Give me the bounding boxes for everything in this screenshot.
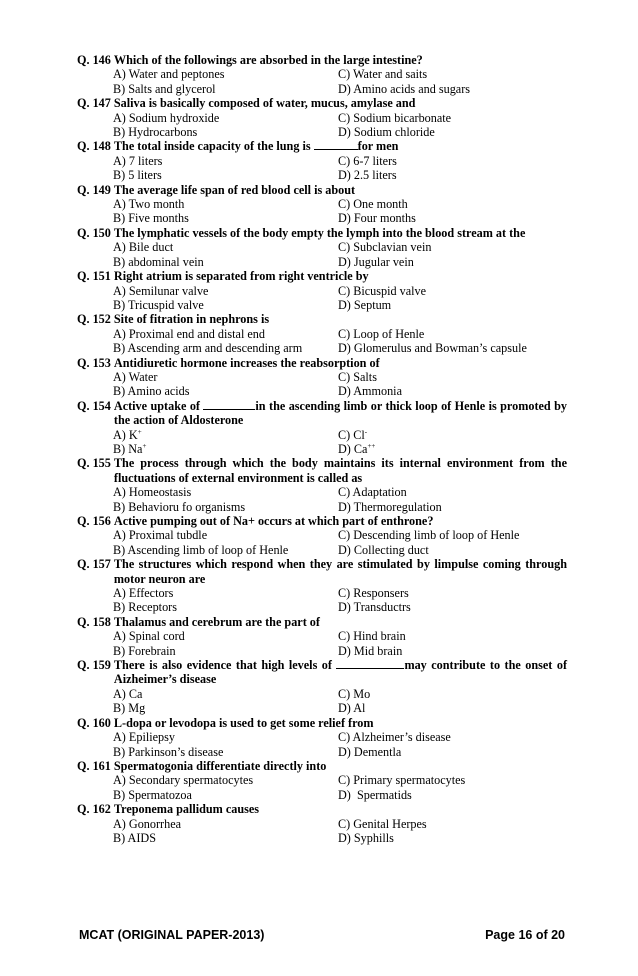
option-c-text: C) Cl bbox=[338, 427, 365, 442]
question-text-before: The total inside capacity of the lung is bbox=[113, 139, 314, 154]
question-text: The lymphatic vessels of the body empty the lymph into the blood stream at the bbox=[113, 225, 526, 240]
option-c: C) One month bbox=[338, 197, 408, 212]
question-number: Q. 154 bbox=[77, 398, 111, 413]
option-c: C) Primary spermatocytes bbox=[338, 773, 466, 788]
option-a: A) Spinal cord bbox=[113, 629, 185, 644]
question-text: Antidiuretic hormone increases the reabsorption of bbox=[113, 355, 380, 370]
question-text: Treponema pallidum causes bbox=[113, 802, 260, 817]
question-number: Q. 157 bbox=[77, 557, 111, 572]
footer-paper-title: MCAT (ORIGINAL PAPER-2013) bbox=[79, 928, 265, 942]
option-c: C) Responsers bbox=[338, 586, 409, 601]
option-b: B) Forebrain bbox=[113, 643, 176, 658]
question-text-before: Active uptake of bbox=[113, 398, 204, 413]
question-147 bbox=[77, 96, 567, 139]
question-text: Spermatogonia differentiate directly into bbox=[113, 758, 327, 773]
option-d: D) Thermoregulation bbox=[338, 499, 442, 514]
question-156 bbox=[77, 514, 567, 557]
question-number: Q. 148 bbox=[77, 139, 111, 154]
option-b: B) abdominal vein bbox=[113, 254, 204, 269]
question-text: The structures which respond when they are stimulated by limpulse coming through motor neuron are bbox=[113, 557, 567, 586]
option-a: A) Effectors bbox=[113, 586, 174, 601]
option-d: D) Septum bbox=[338, 297, 392, 312]
question-157 bbox=[77, 557, 567, 615]
option-c: C) Bicuspid valve bbox=[338, 283, 427, 298]
question-number: Q. 159 bbox=[77, 658, 111, 673]
option-d: D) Amino acids and sugars bbox=[338, 81, 471, 96]
option-b-charge: + bbox=[142, 441, 147, 450]
question-number: Q. 162 bbox=[77, 802, 111, 817]
option-c: C) Water and saits bbox=[338, 67, 428, 82]
option-a: A) Bile duct bbox=[113, 240, 174, 255]
option-c: C) Loop of Henle bbox=[338, 326, 425, 341]
option-b: B) 5 liters bbox=[113, 168, 162, 183]
question-text: Thalamus and cerebrum are the part of bbox=[113, 614, 320, 629]
option-c: C) 6-7 liters bbox=[338, 153, 397, 168]
option-d: D) Glomerulus and Bowman’s capsule bbox=[338, 341, 527, 356]
question-number: Q. 158 bbox=[77, 614, 111, 629]
answer-blank bbox=[336, 658, 404, 669]
option-a: A) Ca bbox=[113, 686, 143, 701]
option-d-charge: ++ bbox=[367, 441, 376, 450]
question-text: Right atrium is separated from right ventricle by bbox=[113, 269, 369, 284]
option-c: C) Genital Herpes bbox=[338, 816, 427, 831]
answer-blank bbox=[314, 139, 358, 150]
option-b bbox=[113, 442, 338, 456]
question-number: Q. 147 bbox=[77, 96, 111, 111]
question-text: Saliva is basically composed of water, mucus, amylase and bbox=[113, 96, 416, 111]
question-text: Which of the followings are absorbed in the large intestine? bbox=[113, 53, 423, 67]
question-text-after: for men bbox=[357, 139, 399, 154]
option-b: B) Ascending limb of loop of Henle bbox=[113, 542, 289, 557]
option-d-text: D) Ca bbox=[338, 441, 368, 456]
option-a: A) Two month bbox=[113, 197, 185, 212]
option-c: C) Adaptation bbox=[338, 485, 407, 500]
question-number: Q. 149 bbox=[77, 182, 111, 197]
option-c: C) Salts bbox=[338, 369, 377, 384]
question-number: Q. 152 bbox=[77, 312, 111, 327]
question-list bbox=[77, 53, 567, 845]
option-d bbox=[338, 442, 375, 456]
question-text-after: in the ascending limb or thick loop of Henle is promoted by the action of Aldosterone bbox=[113, 398, 567, 428]
option-a: A) Secondary spermatocytes bbox=[113, 773, 254, 788]
option-a: A) Water bbox=[113, 369, 158, 384]
option-d: D) Dementla bbox=[338, 744, 402, 759]
option-d: D) Syphills bbox=[338, 830, 394, 845]
question-number: Q. 146 bbox=[77, 53, 111, 67]
answer-blank bbox=[203, 399, 255, 410]
question-text: Active pumping out of Na+ occurs at which part of enthrone? bbox=[113, 514, 434, 528]
question-text-after: may contribute to the onset of Aizheimer’s disease bbox=[113, 658, 567, 687]
option-c: C) Sodium bicarbonate bbox=[338, 110, 452, 125]
question-number: Q. 150 bbox=[77, 225, 111, 240]
option-a: A) Homeostasis bbox=[113, 485, 192, 500]
question-159 bbox=[77, 658, 567, 716]
question-text bbox=[114, 139, 567, 153]
option-a-charge: + bbox=[137, 427, 142, 436]
question-155 bbox=[77, 456, 567, 514]
option-d: D) Jugular vein bbox=[338, 254, 414, 269]
question-154 bbox=[77, 399, 567, 457]
option-a: A) 7 liters bbox=[113, 153, 163, 168]
option-c: C) Alzheimer’s disease bbox=[338, 730, 451, 745]
option-a: A) Proximal end and distal end bbox=[113, 326, 265, 341]
option-d: D) Mid brain bbox=[338, 643, 403, 658]
question-text bbox=[114, 399, 567, 428]
option-d: D) Transductrs bbox=[338, 600, 411, 615]
question-text: Site of fitration in nephrons is bbox=[113, 312, 270, 327]
question-text: L-dopa or levodopa is used to get some relief from bbox=[113, 715, 374, 730]
option-b: B) Mg bbox=[113, 701, 146, 716]
option-a: A) Water and peptones bbox=[113, 67, 225, 82]
question-146 bbox=[77, 53, 567, 96]
question-number: Q. 161 bbox=[77, 758, 111, 773]
option-a: A) Sodium hydroxide bbox=[113, 110, 220, 125]
option-b: B) Hydrocarbons bbox=[113, 125, 198, 140]
question-number: Q. 155 bbox=[77, 456, 111, 471]
question-150 bbox=[77, 226, 567, 269]
question-152 bbox=[77, 312, 567, 355]
option-d: D) Al bbox=[338, 701, 366, 716]
option-c: C) Hind brain bbox=[338, 629, 406, 644]
option-b: B) Tricuspid valve bbox=[113, 297, 204, 312]
option-d: D) 2.5 liters bbox=[338, 168, 397, 183]
option-d: D) Ammonia bbox=[338, 384, 402, 399]
option-a bbox=[113, 428, 338, 442]
question-number: Q. 151 bbox=[77, 269, 111, 284]
option-b-text: B) Na bbox=[113, 441, 143, 456]
question-148 bbox=[77, 139, 567, 182]
option-b: B) Five months bbox=[113, 211, 189, 226]
question-160 bbox=[77, 716, 567, 759]
option-a-text: A) K bbox=[113, 427, 138, 442]
option-b: B) Amino acids bbox=[113, 384, 190, 399]
question-number: Q. 160 bbox=[77, 715, 111, 730]
option-b: B) Receptors bbox=[113, 600, 177, 615]
option-c-charge: - bbox=[364, 427, 368, 436]
option-a: A) Semilunar valve bbox=[113, 283, 209, 298]
option-b: B) AIDS bbox=[113, 830, 157, 845]
question-153 bbox=[77, 356, 567, 399]
question-text bbox=[114, 658, 567, 687]
question-text: The average life span of red blood cell is about bbox=[113, 182, 356, 197]
option-c: C) Descending limb of loop of Henle bbox=[338, 528, 520, 543]
question-number: Q. 153 bbox=[77, 355, 111, 370]
question-162 bbox=[77, 802, 567, 845]
footer-page-number: Page 16 of 20 bbox=[485, 928, 565, 942]
option-c bbox=[338, 428, 367, 442]
option-a: A) Gonorrhea bbox=[113, 816, 182, 831]
option-b: B) Parkinson’s disease bbox=[113, 744, 224, 759]
question-149 bbox=[77, 183, 567, 226]
option-d: D) Four months bbox=[338, 211, 416, 226]
page-footer bbox=[79, 928, 565, 942]
question-151 bbox=[77, 269, 567, 312]
question-number: Q. 156 bbox=[77, 514, 111, 528]
question-text: The process through which the body maintains its internal environment from the fluctuations of external environment is called as bbox=[113, 456, 567, 485]
question-text-before: There is also evidence that high levels of bbox=[113, 658, 337, 673]
option-b: B) Behavioru fo organisms bbox=[113, 499, 246, 514]
option-a: A) Epiliepsy bbox=[113, 730, 175, 745]
option-c: C) Mo bbox=[338, 686, 371, 701]
question-158 bbox=[77, 615, 567, 658]
option-b: B) Ascending arm and descending arm bbox=[113, 341, 303, 356]
option-d: D) Spermatids bbox=[338, 787, 412, 802]
option-b: B) Spermatozoa bbox=[113, 787, 192, 802]
option-d: D) Collecting duct bbox=[338, 542, 429, 557]
option-b: B) Salts and glycerol bbox=[113, 81, 216, 96]
option-c: C) Subclavian vein bbox=[338, 240, 432, 255]
question-161 bbox=[77, 759, 567, 802]
option-a: A) Proximal tubdle bbox=[113, 528, 208, 543]
option-d: D) Sodium chloride bbox=[338, 125, 435, 140]
